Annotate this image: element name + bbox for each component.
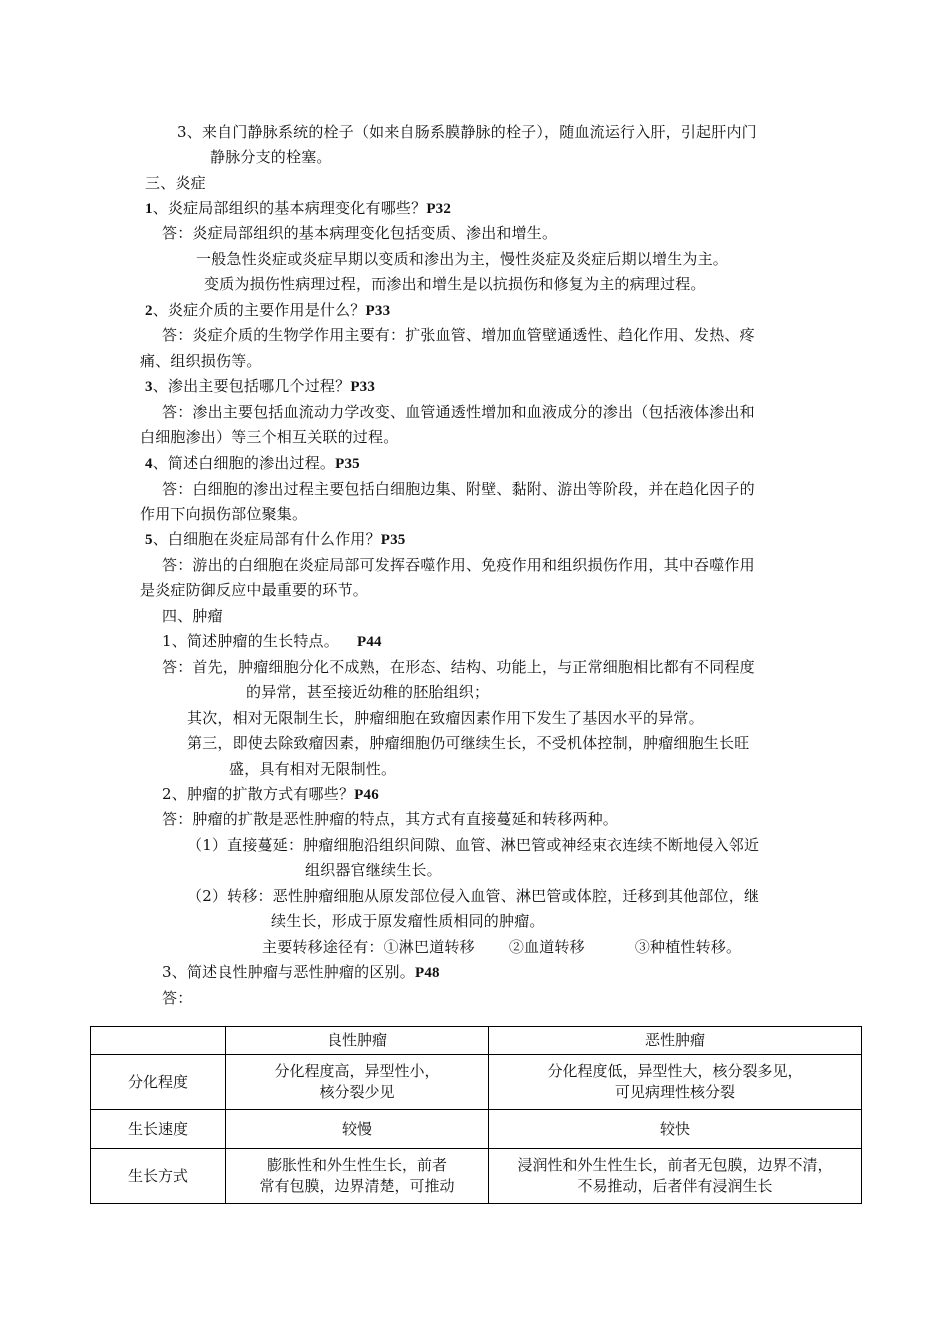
page-reference: P44 — [356, 634, 382, 650]
answer-line: 第三，即使去除致瘤因素，肿瘤细胞仍可继续生长，不受机体控制，肿瘤细胞生长旺 — [187, 734, 750, 752]
section-heading: 三、炎症 — [145, 174, 206, 192]
question-number: 1 — [145, 201, 153, 217]
table-cell — [226, 1149, 489, 1204]
question-number: 5 — [145, 532, 153, 548]
question-number: 2 — [145, 303, 153, 319]
question-text: 3、简述良性肿瘤与恶性肿瘤的区别。 — [162, 963, 415, 981]
table-row — [91, 1055, 862, 1110]
table-cell — [489, 1055, 862, 1110]
question-heading — [145, 198, 451, 219]
answer-line: 答：渗出主要包括血流动力学改变、血管通透性增加和血液成分的渗出（包括液体渗出和 — [162, 403, 755, 421]
answer-line: （2）转移：恶性肿瘤细胞从原发部位侵入血管、淋巴管或体腔，迁移到其他部位，继 — [187, 887, 760, 905]
page-reference: P32 — [426, 201, 452, 217]
question-text: 、炎症局部组织的基本病理变化有哪些？ — [152, 199, 427, 217]
table-cell — [226, 1055, 489, 1110]
cell-line: 浸润性和外生性生长，前者无包膜，边界不清， — [517, 1156, 833, 1174]
answer-line: 是炎症防御反应中最重要的环节。 — [140, 581, 369, 599]
table-row — [91, 1110, 862, 1149]
page-reference: P46 — [354, 787, 379, 803]
table-header-cell — [91, 1027, 226, 1055]
answer-line: 变质为损伤性病理过程，而渗出和增生是以抗损伤和修复为主的病理过程。 — [204, 275, 706, 293]
question-text: 、炎症介质的主要作用是什么？ — [152, 301, 366, 319]
answer-line: 答：肿瘤的扩散是恶性肿瘤的特点，其方式有直接蔓延和转移两种。 — [162, 810, 619, 828]
page-reference: P33 — [365, 303, 391, 319]
answer-line: 组织器官继续生长。 — [305, 861, 442, 879]
answer-line: 其次，相对无限制生长，肿瘤细胞在致瘤因素作用下发生了基因水平的异常。 — [187, 709, 704, 727]
question-text: 2、肿瘤的扩散方式有哪些？ — [162, 785, 355, 803]
answer-line: 答：首先，肿瘤细胞分化不成熟，在形态、结构、功能上，与正常细胞相比都有不同程度 — [162, 658, 755, 676]
answer-line: 作用下向损伤部位聚集。 — [140, 505, 308, 523]
cell-line: 核分裂少见 — [319, 1083, 395, 1101]
answer-line: 一般急性炎症或炎症早期以变质和渗出为主，慢性炎症及炎症后期以增生为主。 — [196, 250, 729, 268]
page-reference: P35 — [380, 532, 406, 548]
question-heading — [162, 962, 440, 983]
question-number: 3 — [145, 379, 153, 395]
answer-line: 答：炎症局部组织的基本病理变化包括变质、渗出和增生。 — [162, 224, 558, 242]
page-reference: P33 — [350, 379, 376, 395]
answer-line: 续生长，形成于原发瘤性质相同的肿瘤。 — [271, 912, 545, 930]
page-reference: P48 — [414, 965, 440, 981]
cell-line: 分化程度低，异型性大，核分裂多见， — [547, 1062, 803, 1080]
text-line: 静脉分支的栓塞。 — [210, 148, 332, 166]
table-header-cell: 良性肿瘤 — [226, 1027, 489, 1055]
question-text: 、白细胞在炎症局部有什么作用？ — [152, 530, 381, 548]
tumor-comparison-table — [90, 1026, 862, 1204]
question-heading — [145, 376, 375, 397]
cell-line: 分化程度高，异型性小， — [274, 1062, 440, 1080]
question-heading — [145, 300, 390, 321]
table-cell: 较慢 — [226, 1110, 489, 1149]
section-heading: 四、肿瘤 — [162, 607, 223, 625]
transfer-route: ③种植性转移。 — [634, 938, 742, 956]
transfer-route: 主要转移途径有：①淋巴道转移 — [262, 938, 475, 956]
transfer-route: ②血道转移 — [508, 938, 585, 956]
answer-line: 盛，具有相对无限制性。 — [229, 760, 397, 778]
answer-line: 答：炎症介质的生物学作用主要有：扩张血管、增加血管壁通透性、趋化作用、发热、疼 — [162, 326, 755, 344]
row-label: 生长速度 — [91, 1110, 226, 1149]
row-label: 生长方式 — [91, 1149, 226, 1204]
cell-line: 膨胀性和外生性生长，前者 — [266, 1156, 447, 1174]
answer-line: 痛、组织损伤等。 — [140, 352, 262, 370]
question-heading — [145, 529, 405, 550]
answer-line: 答：游出的白细胞在炎症局部可发挥吞噬作用、免疫作用和组织损伤作用，其中吞噬作用 — [162, 556, 755, 574]
table-row — [91, 1149, 862, 1204]
answer-line: 白细胞渗出）等三个相互关联的过程。 — [140, 428, 399, 446]
page-reference: P35 — [335, 456, 360, 472]
question-heading — [145, 453, 360, 474]
question-heading — [162, 631, 382, 652]
answer-line — [262, 937, 741, 957]
row-label: 分化程度 — [91, 1055, 226, 1110]
question-text: 、简述白细胞的渗出过程。 — [152, 454, 336, 472]
question-text: 1、简述肿瘤的生长特点。 — [162, 632, 339, 650]
answer-line: 答： — [162, 989, 193, 1007]
cell-line: 不易推动，后者伴有浸润生长 — [577, 1177, 773, 1195]
question-text: 、渗出主要包括哪几个过程？ — [152, 377, 351, 395]
question-number: 4 — [145, 456, 153, 472]
text-line: 3、来自门静脉系统的栓子（如来自肠系膜静脉的栓子），随血流运行入肝，引起肝内门 — [177, 123, 757, 141]
answer-line: 答：白细胞的渗出过程主要包括白细胞边集、附壁、黏附、游出等阶段，并在趋化因子的 — [162, 480, 755, 498]
table-header-row — [91, 1027, 862, 1055]
answer-line: 的异常，甚至接近幼稚的胚胎组织； — [246, 683, 490, 701]
cell-line: 可见病理性核分裂 — [614, 1083, 735, 1101]
table-cell — [489, 1149, 862, 1204]
question-heading — [162, 784, 379, 805]
cell-line: 常有包膜，边界清楚，可推动 — [259, 1177, 455, 1195]
answer-line: （1）直接蔓延：肿瘤细胞沿组织间隙、血管、淋巴管或神经束衣连续不断地侵入邻近 — [187, 836, 760, 854]
table-header-cell: 恶性肿瘤 — [489, 1027, 862, 1055]
table-cell: 较快 — [489, 1110, 862, 1149]
